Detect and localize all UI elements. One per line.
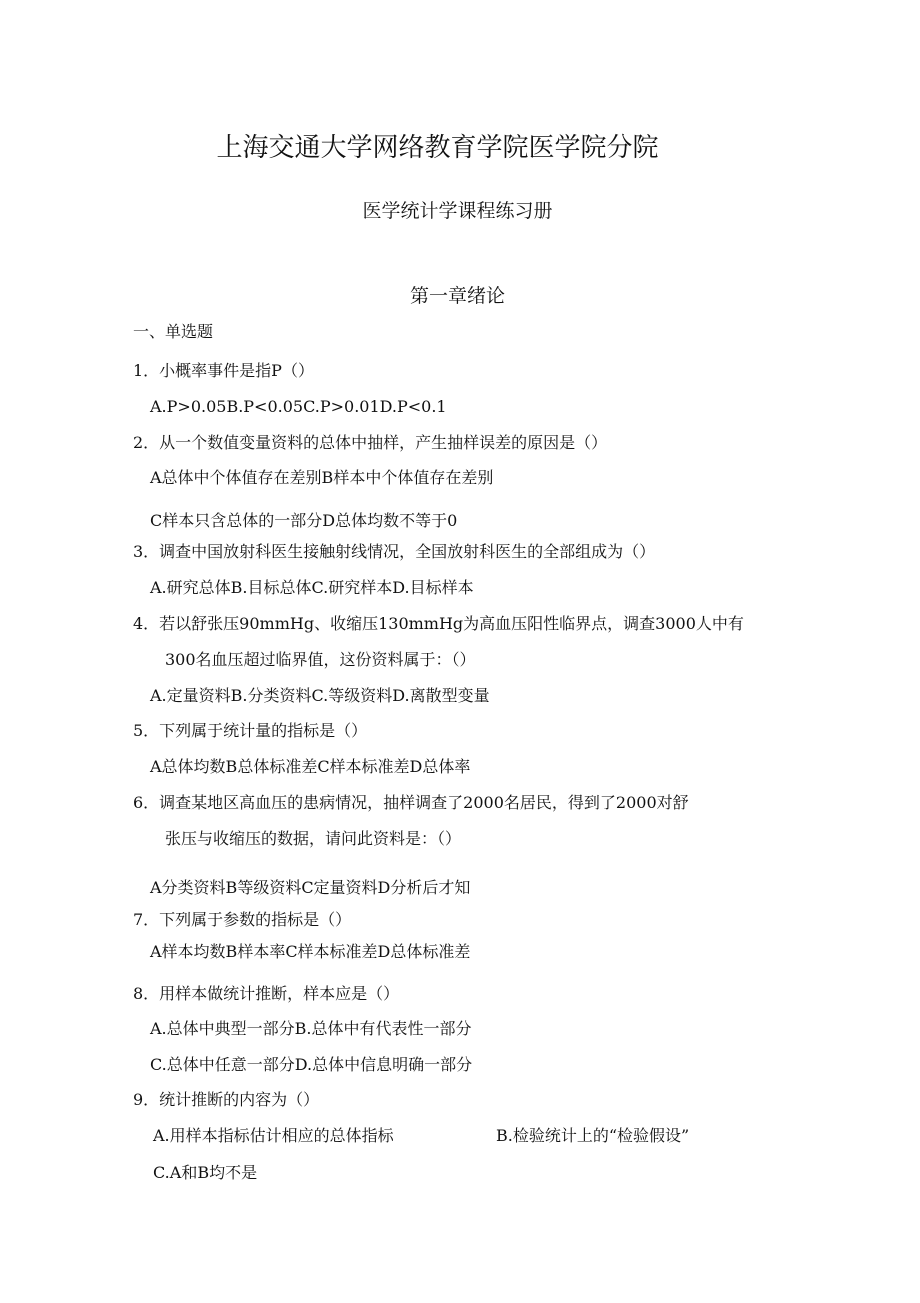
question-8-options-line-1: A.总体中典型一部分B.总体中有代表性一部分 <box>150 1019 472 1038</box>
question-3-stem: 3．调查中国放射科医生接触射线情况，全国放射科医生的全部组成为（） <box>133 542 656 561</box>
chapter-heading: 第一章绪论 <box>409 285 505 307</box>
page-title: 上海交通大学网络教育学院医学院分院 <box>216 133 659 163</box>
question-4-options: A.定量资料B.分类资料C.等级资料D.离散型变量 <box>150 686 490 705</box>
question-5-stem: 5．下列属于统计量的指标是（） <box>133 721 368 740</box>
question-9-option-a: A.用样本指标估计相应的总体指标 <box>153 1126 394 1145</box>
question-2-options-line-2: C样本只含总体的一部分D总体均数不等于0 <box>150 511 458 530</box>
question-1-options: A.P>0.05B.P<0.05C.P>0.01D.P<0.1 <box>150 397 447 416</box>
question-4-stem: 4．若以舒张压90mmHg、收缩压130mmHg为高血压阳性临界点，调查3000人中有 <box>133 614 744 633</box>
section-heading: 一、单选题 <box>133 322 214 341</box>
question-9-stem: 9．统计推断的内容为（） <box>133 1090 320 1109</box>
question-9-option-b: B.检验统计上的“检验假设” <box>496 1126 690 1145</box>
question-5-options: A总体均数B总体标准差C样本标准差D总体率 <box>150 757 471 776</box>
question-3-options: A.研究总体B.目标总体C.研究样本D.目标样本 <box>150 578 474 597</box>
question-8-stem: 8．用样本做统计推断，样本应是（） <box>133 984 400 1003</box>
question-7-options: A样本均数B样本率C样本标准差D总体标准差 <box>150 942 471 961</box>
question-1-stem: 1．小概率事件是指P（） <box>133 361 314 380</box>
question-2-stem: 2．从一个数值变量资料的总体中抽样，产生抽样误差的原因是（） <box>133 433 608 452</box>
question-6-options: A分类资料B等级资料C定量资料D分析后才知 <box>150 878 471 897</box>
question-6-stem: 6．调查某地区高血压的患病情况，抽样调查了2000名居民，得到了2000对舒 <box>133 793 689 812</box>
question-4-stem-continued: 300名血压超过临界值，这份资料属于：（） <box>165 650 476 669</box>
question-6-stem-continued: 张压与收缩压的数据，请问此资料是：（） <box>165 829 462 848</box>
question-9-option-c: C.A和B均不是 <box>153 1163 258 1182</box>
question-7-stem: 7．下列属于参数的指标是（） <box>133 910 352 929</box>
question-2-options-line-1: A总体中个体值存在差别B样本中个体值存在差别 <box>150 468 494 487</box>
course-subtitle: 医学统计学课程练习册 <box>362 200 553 222</box>
question-8-options-line-2: C.总体中任意一部分D.总体中信息明确一部分 <box>150 1055 473 1074</box>
